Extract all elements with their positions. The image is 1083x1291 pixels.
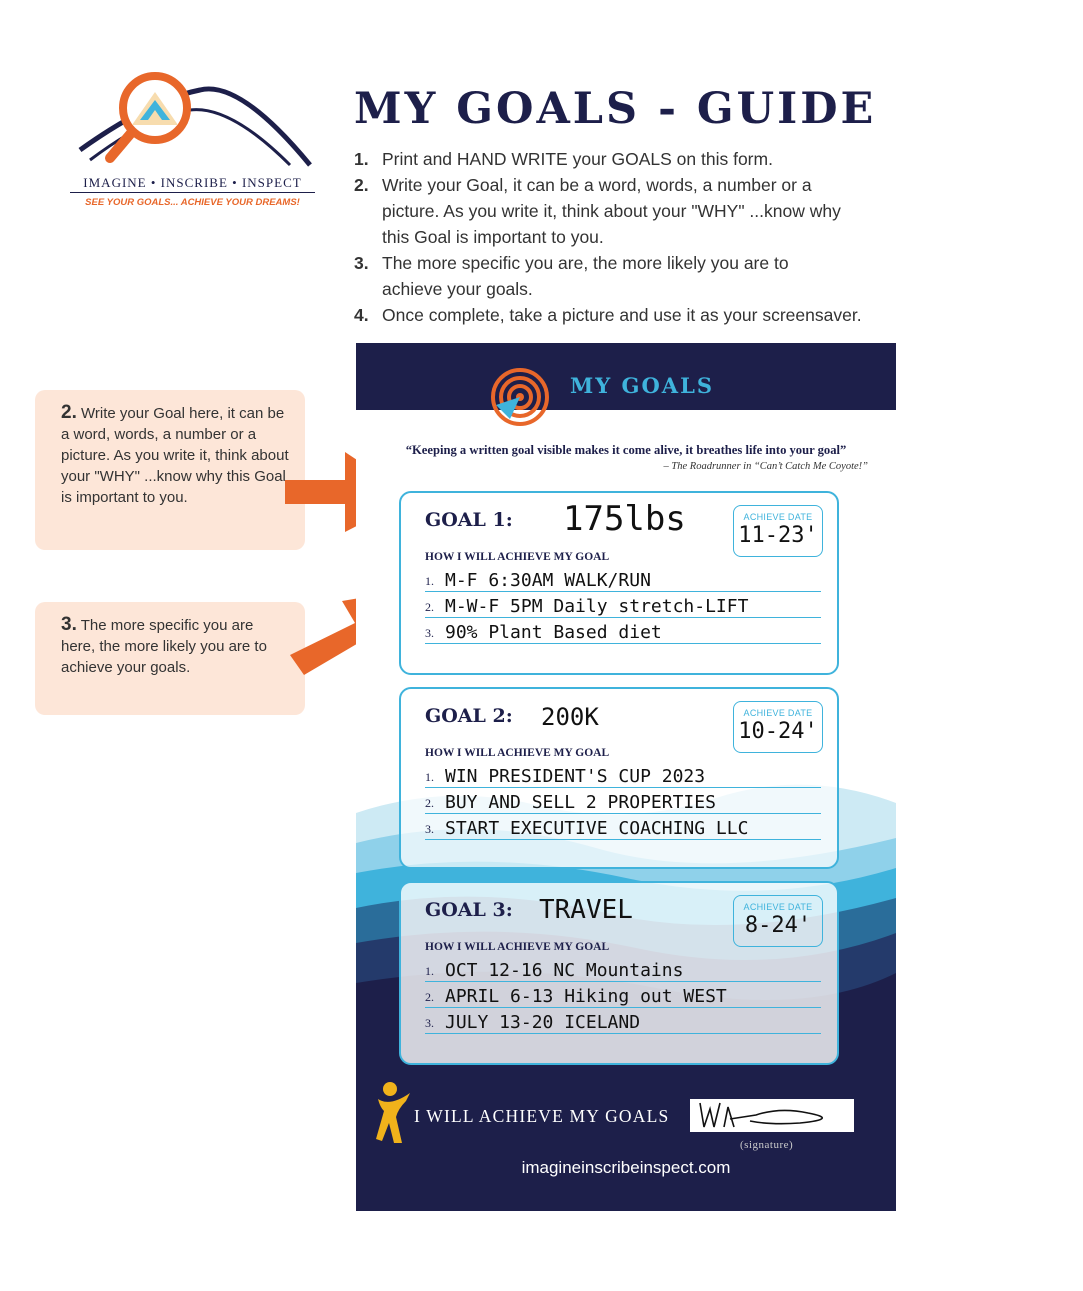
guide-step [354, 250, 922, 302]
goal-step-line[interactable] [425, 981, 821, 1008]
card-title: MY GOALS [570, 373, 714, 398]
goal-label: GOAL 1: [425, 509, 513, 531]
achieve-date-value: 8-24' [744, 913, 812, 938]
guide-step [354, 146, 922, 172]
step-number: 3. [425, 1016, 434, 1030]
step-text: WIN PRESIDENT'S CUP 2023 [445, 766, 706, 787]
page-title: MY GOALS - GUIDE [354, 84, 877, 134]
callout-number: 3. [61, 614, 77, 635]
step-number: 1. [425, 964, 434, 978]
callout-goal-tip [35, 390, 305, 550]
goal-value[interactable]: 200K [541, 703, 599, 731]
step-text: Once complete, take a picture and use it as your screensaver. [382, 305, 862, 325]
step-text: BUY AND SELL 2 PROPERTIES [445, 792, 716, 813]
mountain-magnifier-icon [60, 70, 320, 175]
step-number: 3. [425, 626, 434, 640]
divider [70, 192, 315, 193]
step-number: 2. [425, 796, 434, 810]
step-text: OCT 12-16 NC Mountains [445, 960, 684, 981]
step-text: JULY 13-20 ICELAND [445, 1012, 641, 1033]
step-text: START EXECUTIVE COACHING LLC [445, 818, 749, 839]
goal-section [399, 491, 839, 675]
callout-text: The more specific you are here, the more likely you are to achieve your goals. [61, 617, 267, 676]
step-number: 4. [354, 305, 369, 325]
step-number: 2. [354, 175, 369, 195]
goal-step-line[interactable] [425, 1007, 821, 1034]
step-text: The more specific you are, the more likely you are to achieve your goals. [382, 253, 789, 299]
goal-step-line[interactable] [425, 787, 821, 814]
callout-specific-tip [35, 602, 305, 715]
brand-tagline: SEE YOUR GOALS... ACHIEVE YOUR DREAMS! [85, 197, 300, 208]
goal-section [399, 881, 839, 1065]
step-number: 3. [425, 822, 434, 836]
signature-mark-icon [690, 1099, 854, 1132]
step-text: Write your Goal, it can be a word, words, a number or a picture. As you write it, think about your "WHY" ...know why this Goal is important to you. [382, 175, 841, 247]
step-text: 90% Plant Based diet [445, 622, 662, 643]
goal-label: GOAL 2: [425, 705, 513, 727]
achieve-date-value: 11-23' [738, 523, 818, 548]
callout-text: Write your Goal here, it can be a word, words, a number or a picture. As you write it, think about your "WHY" ...know why this Goal is important to you. [61, 405, 289, 506]
how-label: HOW I WILL ACHIEVE MY GOAL [425, 551, 610, 563]
guide-step [354, 172, 922, 250]
achieve-date-box[interactable] [733, 505, 823, 557]
step-number: 3. [354, 253, 369, 273]
guide-step [354, 302, 922, 328]
goal-step-line[interactable] [425, 565, 821, 592]
goal-section [399, 687, 839, 869]
brand-logo [60, 70, 320, 220]
step-text: APRIL 6-13 Hiking out WEST [445, 986, 727, 1007]
quote: “Keeping a written goal visible makes it come alive, it breathes life into your goal” [405, 443, 847, 457]
goal-step-line[interactable] [425, 813, 821, 840]
goal-step-line[interactable] [425, 617, 821, 644]
target-icon [490, 367, 550, 427]
goal-value[interactable]: 175lbs [563, 499, 686, 539]
how-label: HOW I WILL ACHIEVE MY GOAL [425, 941, 610, 953]
goal-step-line[interactable] [425, 955, 821, 982]
achieve-date-box[interactable] [733, 895, 823, 947]
step-number: 1. [354, 149, 369, 169]
step-text: Print and HAND WRITE your GOALS on this form. [382, 149, 773, 169]
website-url[interactable]: imagineinscribeinspect.com [521, 1158, 731, 1177]
step-text: M-W-F 5PM Daily stretch-LIFT [445, 596, 749, 617]
step-number: 1. [425, 574, 434, 588]
pledge-text: I WILL ACHIEVE MY GOALS [414, 1106, 670, 1126]
goal-value[interactable]: TRAVEL [539, 895, 633, 925]
quote-attribution: – The Roadrunner in “Can’t Catch Me Coyote!” [663, 461, 868, 472]
cheering-person-icon [376, 1081, 412, 1147]
achieve-date-label: ACHIEVE DATE [743, 512, 813, 522]
step-number: 2. [425, 990, 434, 1004]
achieve-date-box[interactable] [733, 701, 823, 753]
brand-name: IMAGINE • INSCRIBE • INSPECT [83, 175, 302, 190]
guide-steps [354, 146, 922, 328]
step-number: 1. [425, 770, 434, 784]
goal-step-line[interactable] [425, 591, 821, 618]
achieve-date-label: ACHIEVE DATE [743, 708, 813, 718]
step-text: M-F 6:30AM WALK/RUN [445, 570, 651, 591]
achieve-date-value: 10-24' [738, 719, 818, 744]
callout-number: 2. [61, 402, 77, 423]
goals-card [356, 343, 896, 1211]
signature-field[interactable] [690, 1099, 854, 1132]
signature-label: (signature) [740, 1139, 794, 1151]
goal-label: GOAL 3: [425, 899, 513, 921]
how-label: HOW I WILL ACHIEVE MY GOAL [425, 747, 610, 759]
achieve-date-label: ACHIEVE DATE [743, 902, 813, 912]
step-number: 2. [425, 600, 434, 614]
goal-step-line[interactable] [425, 761, 821, 788]
